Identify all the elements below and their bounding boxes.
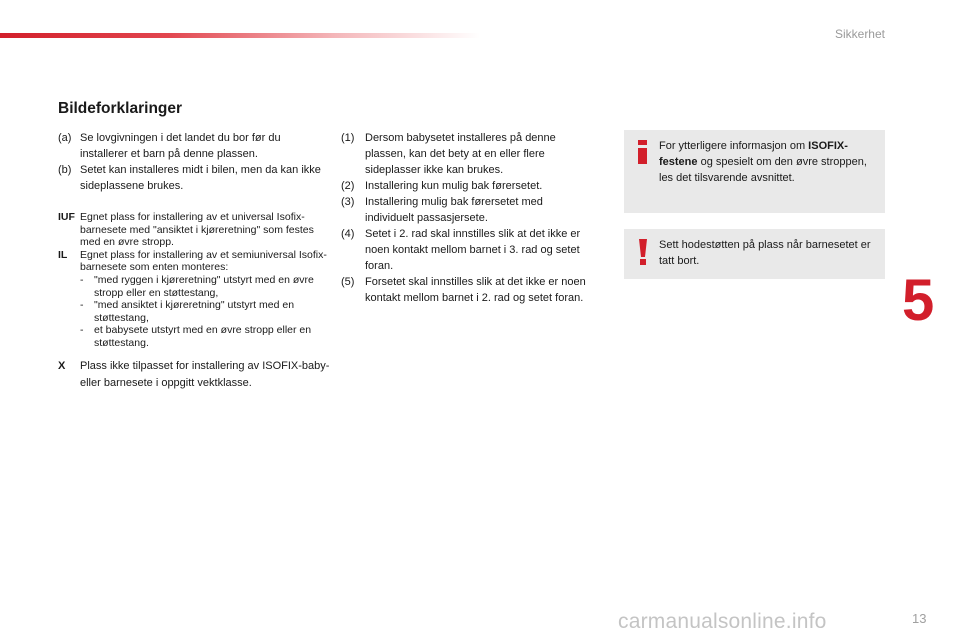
il-option: - "med ansiktet i kjøreretning" utstyrt med en støttestang, [80,299,295,324]
page-heading: Bildeforklaringer [58,100,183,117]
note-a [58,130,330,162]
note-1 [341,130,593,178]
code-key: X [58,359,66,372]
note-key: (2) [341,180,355,192]
section-title: Sikkerhet [834,27,885,41]
warning-icon [636,238,650,271]
note-key: (b) [58,164,72,176]
il-option: - et babysete utstyrt med en øvre stropp eller en støttestang. [80,324,312,349]
note-text: Setet kan installeres midt i bilen, men da kan ikke sideplassene brukes. [80,164,321,192]
note-3 [341,194,593,226]
note-text: Installering kun mulig bak førersetet. [365,180,543,192]
code-x [58,358,330,392]
note-text: Installering mulig bak førersetet med individuelt passasjersete. [365,196,543,224]
note-b [58,162,330,194]
code-iuf [58,211,330,249]
legend-column-middle [341,130,593,306]
note-text: Setet i 2. rad skal innstilles slik at det ikke er noen kontakt mellom barnet i 3. rad og setet foran. [365,228,581,272]
code-key: IUF [58,211,75,223]
note-key: (4) [341,228,355,240]
note-5 [341,274,593,306]
chapter-number: 5 [902,268,935,333]
note-key: (1) [341,132,355,144]
note-text: Se lovgivningen i det landet du bor før du installerer et barn på denne plassen. [80,132,281,160]
legend-column-left [58,130,330,392]
note-4 [341,226,593,274]
note-text: Dersom babysetet installeres på denne plassen, kan det bety at en eller flere sideplasser ikke kan brukes. [365,132,556,176]
info-text: For ytterligere informasjon om ISOFIX-festene og spesielt om den øvre stroppen, les det tilsvarende avsnittet. [659,140,867,184]
note-key: (3) [341,196,355,208]
watermark: carmanualsonline.info [618,610,827,633]
warning-text: Sett hodestøtten på plass når barnesetet er tatt bort. [659,239,871,267]
info-box [624,130,885,213]
header-accent-bar [0,33,480,38]
page-number: 13 [912,611,927,626]
note-2 [341,178,593,194]
warning-box [624,229,885,279]
note-key: (a) [58,132,72,144]
code-key: IL [58,248,68,261]
code-text: Egnet plass for installering av et semiuniversal Isofix-barnesete som enten monteres: [80,248,327,274]
code-text: Egnet plass for installering av et universal Isofix-barnesete med "ansiktet i kjøreretning" som festes med en øvre stropp. [80,211,314,249]
code-text: Plass ikke tilpasset for installering av ISOFIX-baby- eller barnesete i oppgitt vektklasse. [80,359,330,389]
note-text: Forsetet skal innstilles slik at det ikke er noen kontakt mellom barnet i 2. rad og setet foran. [365,276,586,304]
il-option: - "med ryggen i kjøreretning" utstyrt med en øvre stropp eller en støttestang, [80,273,314,299]
info-icon [636,139,650,170]
code-il [58,249,330,350]
note-key: (5) [341,276,355,288]
